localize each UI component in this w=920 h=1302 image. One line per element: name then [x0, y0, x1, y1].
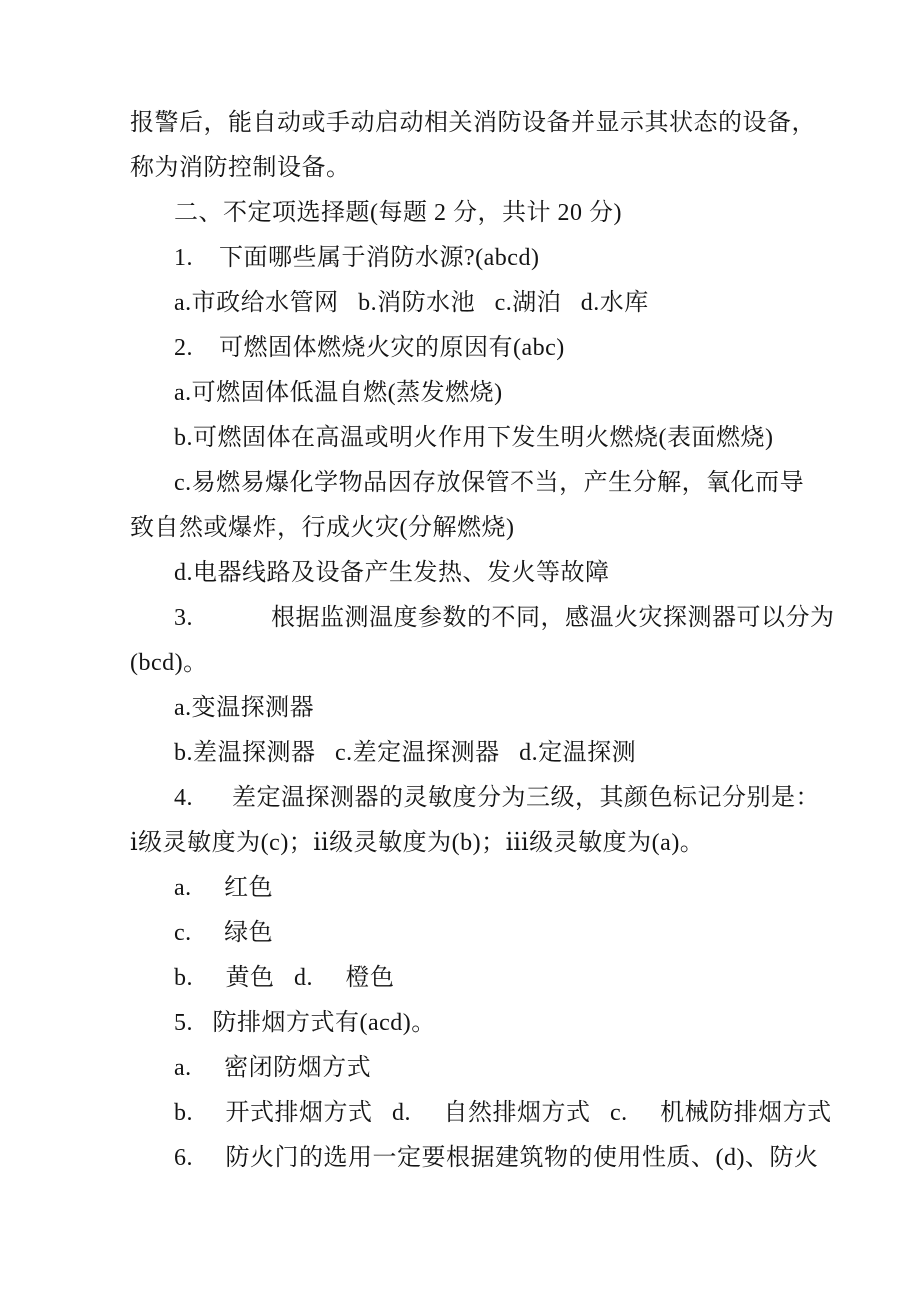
- document-line: 4. 差定温探测器的灵敏度分为三级，其颜色标记分别是：: [174, 785, 820, 811]
- document-line: b. 黄色 d. 橙色: [174, 965, 395, 991]
- document-line: c. 绿色: [174, 920, 274, 946]
- document-line: b.差温探测器 c.差定温探测器 d.定温探测: [174, 740, 637, 766]
- document-line: a.变温探测器: [174, 695, 315, 721]
- document-line: a.市政给水管网 b.消防水池 c.湖泊 d.水库: [174, 290, 649, 316]
- document-line: b.可燃固体在高温或明火作用下发生明火燃烧(表面燃烧): [174, 425, 774, 451]
- document-line: a.可燃固体低温自燃(蒸发燃烧): [174, 380, 503, 406]
- document-line: a. 密闭防烟方式: [174, 1055, 372, 1081]
- document-line: 6. 防火门的选用一定要根据建筑物的使用性质、(d)、防火: [174, 1145, 819, 1171]
- document-line: d.电器线路及设备产生发热、发火等故障: [174, 560, 610, 586]
- document-line: 二、不定项选择题(每题 2 分，共计 20 分): [174, 200, 622, 226]
- document-line: c.易燃易爆化学物品因存放保管不当，产生分解，氧化而导: [174, 470, 805, 496]
- document-line: 1. 下面哪些属于消防水源?(abcd): [174, 245, 540, 271]
- document-line: ⅰ级灵敏度为(c)；ⅱ级灵敏度为(b)；ⅲ级灵敏度为(a)。: [130, 830, 705, 856]
- document-line: 3. 根据监测温度参数的不同，感温火灾探测器可以分为: [174, 605, 835, 631]
- document-line: 报警后，能自动或手动启动相关消防设备并显示其状态的设备，: [130, 110, 816, 136]
- document-line: 2. 可燃固体燃烧火灾的原因有(abc): [174, 335, 565, 361]
- document-line: b. 开式排烟方式 d. 自然排烟方式 c. 机械防排烟方式: [174, 1100, 832, 1126]
- document-line: (bcd)。: [130, 650, 208, 676]
- document-line: 称为消防控制设备。: [130, 155, 351, 181]
- document-line: 5. 防排烟方式有(acd)。: [174, 1010, 436, 1036]
- document-line: a. 红色: [174, 875, 274, 901]
- document-line: 致自然或爆炸，行成火灾(分解燃烧): [130, 515, 515, 541]
